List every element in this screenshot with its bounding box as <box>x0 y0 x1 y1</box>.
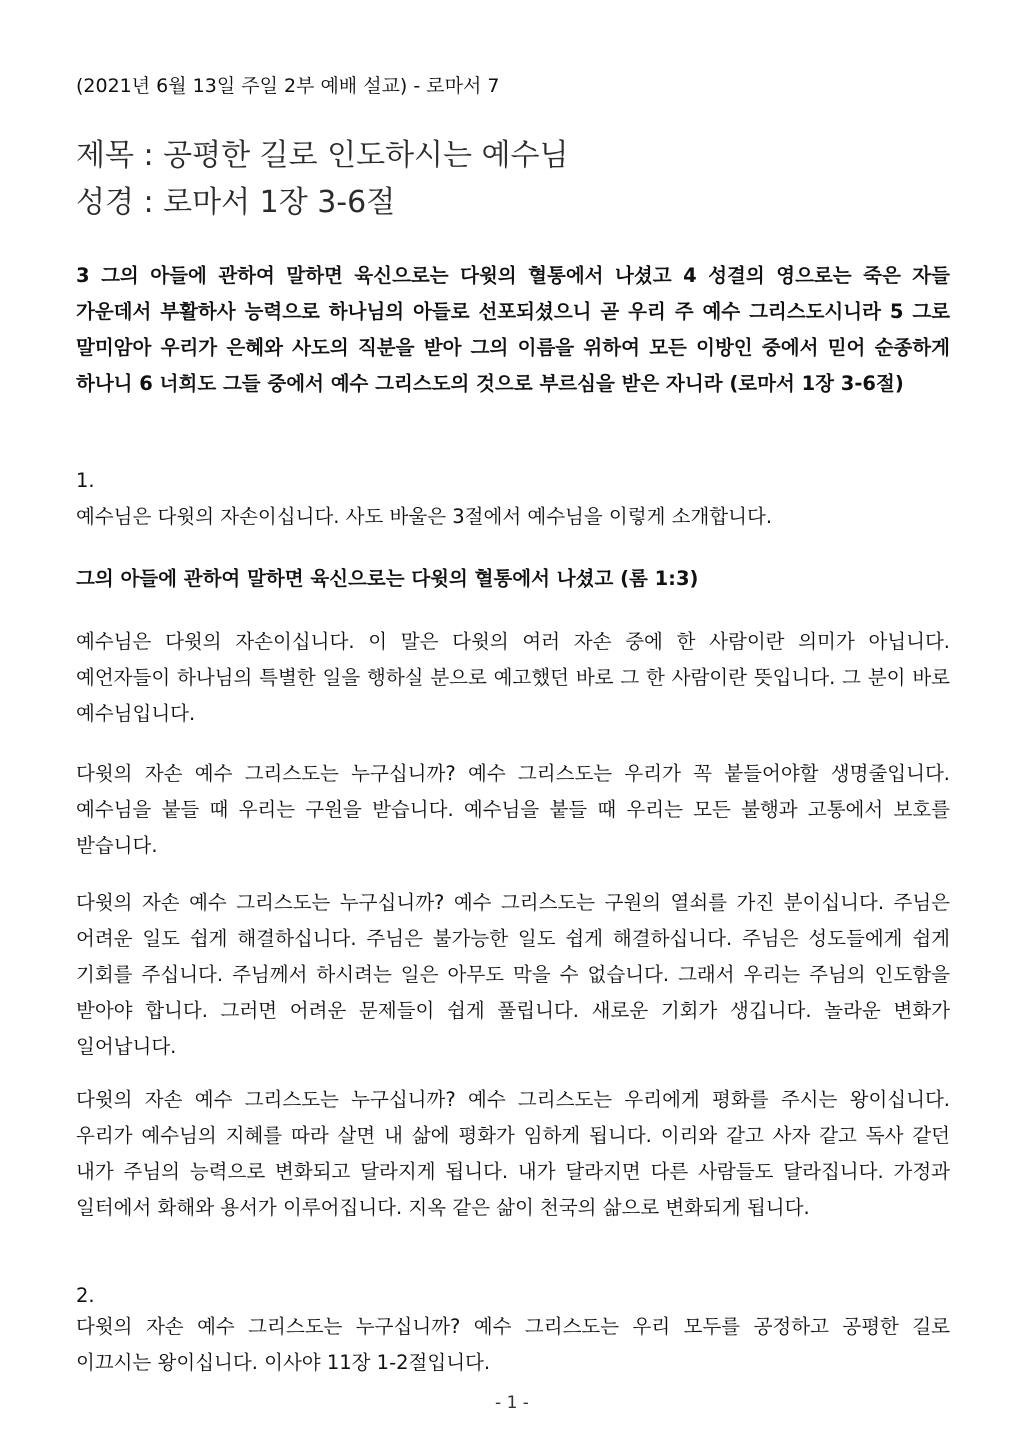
section-2-paragraph: 다윗의 자손 예수 그리스도는 누구십니까? 예수 그리스도는 우리 모두를 공정하고 공평한 길로 이끄시는 왕이십니다. 이사야 11장 1-2절입니다. <box>76 1315 950 1374</box>
paragraph: 다윗의 자손 예수 그리스도는 누구십니까? 예수 그리스도는 우리가 꼭 붙들어야할 생명줄입니다. 예수님을 붙들 때 우리는 구원을 받습니다. 예수님을 붙들 때 우리는 모든 불행과 고통에서 보호를 받습니다. <box>76 762 950 857</box>
paragraph: 예수님은 다윗의 자손이십니다. 이 말은 다윗의 여러 자손 중에 한 사람이란 의미가 아닙니다. 예언자들이 하나님의 특별한 일을 행하실 분으로 예고했던 바로 그 한 사람이란 뜻입니다. 그 분이 바로 예수님입니다. <box>76 630 950 725</box>
scripture-text: 3 그의 아들에 관하여 말하면 육신으로는 다윗의 혈통에서 나셨고 4 성결의 영으로는 죽은 자들 가운데서 부활하사 능력으로 하나님의 아들로 선포되셨으니 곧 우리 주 예수 그리스도시니라 5 그로 말미암아 우리가 은혜와 사도의 직분을 받아 그의 이름을 위하여 모든 이방인 중에서 믿어 순종하게 하나니 6 너희도 그들 중에서 예수 그리스도의 것으로 부르심을 받은 자니라 (로마서 1장 3-6절) <box>76 264 950 395</box>
sermon-title: 제목 : 공평한 길로 인도하시는 예수님 <box>76 138 569 173</box>
page-number: - 1 - <box>495 1393 529 1413</box>
section-1-intro: 예수님은 다윗의 자손이십니다. 사도 바울은 3절에서 예수님을 이렇게 소개합니다. <box>76 505 773 528</box>
scripture-reference: 성경 : 로마서 1장 3-6절 <box>76 185 396 220</box>
section-1-quote: 그의 아들에 관하여 말하면 육신으로는 다윗의 혈통에서 나셨고 (롬 1:3) <box>76 567 699 590</box>
paragraph: 다윗의 자손 예수 그리스도는 누구십니까? 예수 그리스도는 구원의 열쇠를 가진 분이십니다. 주님은 어려운 일도 쉽게 해결하십니다. 주님은 불가능한 일도 쉽게 해결하십니다. 주님은 성도들에게 쉽게 기회를 주십니다. 주님께서 하시려는 일은 아무도 막을 수 없습니다. 그래서 우리는 주님의 인도함을 받아야 합니다. 그러면 어려운 문제들이 쉽게 풀립니다. 새로운 기회가 생깁니다. 놀라운 변화가 일어납니다. <box>76 891 950 1058</box>
paragraph: 다윗의 자손 예수 그리스도는 누구십니까? 예수 그리스도는 우리에게 평화를 주시는 왕이십니다. 우리가 예수님의 지혜를 따라 살면 내 삶에 평화가 임하게 됩니다. 이리와 같고 사자 같고 독사 같던 내가 주님의 능력으로 변화되고 달라지게 됩니다. 내가 달라지면 다른 사람들도 달라집니다. 가정과 일터에서 화해와 용서가 이루어집니다. 지옥 같은 삶이 천국의 삶으로 변화되게 됩니다. <box>76 1088 950 1219</box>
section-2-number: 2. <box>76 1284 95 1307</box>
sermon-header: (2021년 6월 13일 주일 2부 예배 설교) - 로마서 7 <box>76 75 500 97</box>
section-1-number: 1. <box>76 469 95 492</box>
